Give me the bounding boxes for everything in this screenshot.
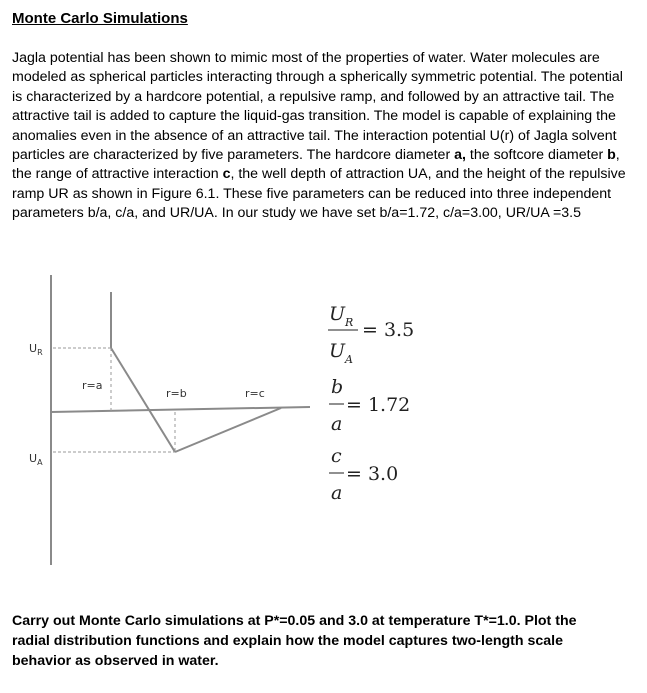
eq3-denominator: a [331, 482, 343, 504]
equation-ur-ua [328, 303, 414, 366]
intro-text-4: , the well depth of attraction UA, and the height of the repulsive ramp UR as shown in Figure 6.1. These five parameters can be reduced into three independent parameters b/a, c/a, and UR/UA. In our study we have set b/a=1.72, c/a=3.00, UR/UA =3.5 [12, 166, 626, 222]
intro-bold-a: a, [454, 147, 466, 164]
intro-bold-b: b [607, 147, 616, 164]
equation-b-a [329, 376, 410, 435]
eq2-value: = 1.72 [346, 394, 411, 416]
ra-label: r=a [82, 379, 103, 392]
eq2-denominator: a [331, 413, 343, 435]
intro-bold-c: c [222, 166, 231, 183]
intro-text-1: Jagla potential has been shown to mimic most of the properties of water. Water molecules are modeled as spherical particles interacting through a spherically symmetric potential. The potential is characterized by a hardcore potential, a repulsive ramp, and followed by an attractive tail. The attractive tail is added to capture the liquid-gas transition. The model is capable of explaining the anomalies even in the absence of an attractive tail. The interaction potential U(r) of Jagla solvent particles are characterized by five parameters. The hardcore diameter [12, 50, 623, 164]
eq1-denominator: $U_A$ [329, 340, 353, 366]
rb-label: r=b [166, 387, 187, 400]
page-title: Monte Carlo Simulations [12, 10, 188, 27]
equation-c-a [329, 445, 398, 504]
task-paragraph: Carry out Monte Carlo simulations at P*=0.05 and 3.0 at temperature T*=1.0. Plot the radial distribution functions and explain how the model captures two-length scale behavior as observed in water. [12, 613, 577, 669]
intro-text-2: the softcore diameter [465, 147, 608, 164]
rc-label: r=c [245, 387, 265, 400]
ua-label: $U_A$ [29, 452, 43, 467]
eq2-numerator: b [331, 376, 344, 398]
intro-text-3: , the range of attractive interaction [12, 147, 620, 183]
eq3-numerator: c [331, 445, 342, 467]
repulsive-ramp [111, 348, 175, 452]
eq1-value: = 3.5 [362, 319, 415, 341]
eq1-numerator: $U_R$ [329, 303, 354, 329]
attractive-tail [175, 408, 281, 452]
ur-label: $U_R$ [29, 342, 43, 357]
eq3-value: = 3.0 [346, 463, 399, 485]
